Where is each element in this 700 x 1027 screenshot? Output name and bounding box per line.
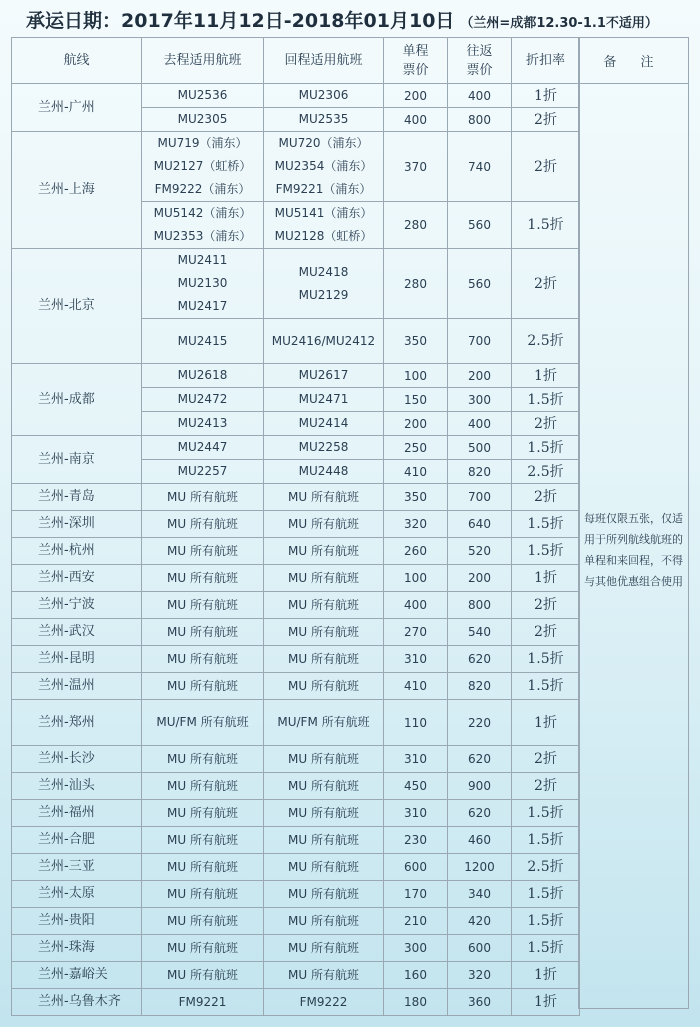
return-flights-cell xyxy=(264,460,384,484)
flight-number: MU/FM 所有航班 xyxy=(277,715,370,729)
flight-number: MU 所有航班 xyxy=(167,570,238,585)
round-fare-cell: 420 xyxy=(448,908,512,935)
route-cell: 兰州-汕头 xyxy=(12,773,142,800)
single-fare-cell: 310 xyxy=(384,646,448,673)
single-fare-cell: 350 xyxy=(384,484,448,511)
flight-number: MU 所有航班 xyxy=(288,651,359,666)
route-cell: 兰州-广州 xyxy=(12,84,142,132)
round-fare-cell: 320 xyxy=(448,962,512,989)
flight-number: MU2415 xyxy=(177,333,228,348)
discount-cell: 1.5折 xyxy=(512,646,580,673)
route-cell: 兰州-南京 xyxy=(12,436,142,484)
flight-number: MU/FM 所有航班 xyxy=(156,715,249,729)
outbound-flights-cell xyxy=(142,202,264,249)
route-cell: 兰州-深圳 xyxy=(12,511,142,538)
outbound-flights-cell xyxy=(142,646,264,673)
discount-cell: 2.5折 xyxy=(512,319,580,364)
col-header-single-fare xyxy=(384,38,448,84)
table-row xyxy=(12,962,580,989)
route-cell: 兰州-温州 xyxy=(12,673,142,700)
return-flights-cell xyxy=(264,538,384,565)
flight-number: MU2411 xyxy=(177,253,228,267)
discount-cell: 2折 xyxy=(512,619,580,646)
flight-number: MU2417 xyxy=(177,299,228,313)
date-exception-note: （兰州=成都12.30-1.1不适用） xyxy=(460,16,658,31)
round-fare-cell: 400 xyxy=(448,412,512,436)
outbound-flights-cell xyxy=(142,388,264,412)
route-cell: 兰州-长沙 xyxy=(12,746,142,773)
single-fare-cell: 200 xyxy=(384,412,448,436)
flight-number: MU 所有航班 xyxy=(167,913,238,928)
table-row xyxy=(12,881,580,908)
single-fare-cell: 310 xyxy=(384,746,448,773)
flight-number: MU2471 xyxy=(298,392,349,406)
round-fare-cell: 620 xyxy=(448,646,512,673)
flight-number: MU2618 xyxy=(177,368,228,382)
table-row xyxy=(12,592,580,619)
remarks-text: 每班仅限五张，仅适用于所列航线航班的单程和来回程，不得与其他优惠组合使用 xyxy=(584,512,683,588)
flight-number: MU2536 xyxy=(177,88,228,102)
flight-number: MU 所有航班 xyxy=(167,886,238,901)
route-cell: 兰州-武汉 xyxy=(12,619,142,646)
discount-cell: 1.5折 xyxy=(512,881,580,908)
discount-cell: 1.5折 xyxy=(512,827,580,854)
flight-number: MU 所有航班 xyxy=(167,967,238,982)
table-row xyxy=(12,646,580,673)
table-row xyxy=(12,511,580,538)
round-fare-cell: 640 xyxy=(448,511,512,538)
table-row xyxy=(12,773,580,800)
flight-number: MU2257 xyxy=(177,464,228,478)
discount-cell: 1折 xyxy=(512,84,580,108)
single-fare-cell: 200 xyxy=(384,84,448,108)
flight-number: MU2305 xyxy=(177,112,228,126)
flight-number: MU 所有航班 xyxy=(288,489,359,504)
return-flights-cell xyxy=(264,746,384,773)
round-fare-cell: 600 xyxy=(448,935,512,962)
flight-number: MU 所有航班 xyxy=(167,543,238,558)
single-fare-cell: 250 xyxy=(384,436,448,460)
round-fare-cell: 560 xyxy=(448,202,512,249)
table-row xyxy=(12,565,580,592)
round-fare-cell: 220 xyxy=(448,700,512,746)
round-fare-cell: 740 xyxy=(448,132,512,202)
table-row xyxy=(12,619,580,646)
outbound-flights-cell xyxy=(142,908,264,935)
flight-number: MU 所有航班 xyxy=(288,624,359,639)
flight-number: MU2472 xyxy=(177,392,228,406)
flight-number: MU 所有航班 xyxy=(288,967,359,982)
round-fare-cell: 820 xyxy=(448,460,512,484)
discount-cell: 2折 xyxy=(512,484,580,511)
single-fare-cell: 150 xyxy=(384,388,448,412)
return-flights-cell xyxy=(264,592,384,619)
discount-cell: 2.5折 xyxy=(512,460,580,484)
round-fare-cell: 620 xyxy=(448,800,512,827)
return-flights-cell xyxy=(264,935,384,962)
flight-number: MU 所有航班 xyxy=(167,651,238,666)
discount-cell: 1.5折 xyxy=(512,908,580,935)
flight-number: MU 所有航班 xyxy=(167,778,238,793)
return-flights-cell xyxy=(264,202,384,249)
round-fare-cell: 200 xyxy=(448,565,512,592)
return-flights-cell xyxy=(264,319,384,364)
flight-number: MU 所有航班 xyxy=(167,489,238,504)
outbound-flights-cell xyxy=(142,319,264,364)
return-flights-cell xyxy=(264,108,384,132)
round-fare-cell: 520 xyxy=(448,538,512,565)
route-cell: 兰州-福州 xyxy=(12,800,142,827)
flight-number: FM9221（浦东） xyxy=(275,182,372,196)
return-flights-cell xyxy=(264,484,384,511)
outbound-flights-cell xyxy=(142,989,264,1016)
flight-number: MU2617 xyxy=(298,368,349,382)
round-fare-cell: 400 xyxy=(448,84,512,108)
round-fare-cell: 1200 xyxy=(448,854,512,881)
route-cell: 兰州-昆明 xyxy=(12,646,142,673)
outbound-flights-cell xyxy=(142,592,264,619)
table-row xyxy=(12,746,580,773)
outbound-flights-cell xyxy=(142,935,264,962)
flight-number: MU2535 xyxy=(298,112,349,126)
return-flights-cell xyxy=(264,646,384,673)
single-fare-cell: 450 xyxy=(384,773,448,800)
single-fare-cell: 160 xyxy=(384,962,448,989)
route-cell: 兰州-太原 xyxy=(12,881,142,908)
return-flights-cell xyxy=(264,132,384,202)
discount-cell: 2折 xyxy=(512,249,580,319)
discount-cell: 1折 xyxy=(512,700,580,746)
flight-number: MU2418 xyxy=(298,264,349,279)
discount-cell: 2折 xyxy=(512,132,580,202)
discount-cell: 1.5折 xyxy=(512,436,580,460)
route-cell: 兰州-宁波 xyxy=(12,592,142,619)
flight-number: MU5142（浦东） xyxy=(153,206,252,220)
single-fare-cell: 300 xyxy=(384,935,448,962)
outbound-flights-cell xyxy=(142,673,264,700)
return-flights-cell xyxy=(264,881,384,908)
single-fare-cell: 170 xyxy=(384,881,448,908)
discount-cell: 2折 xyxy=(512,592,580,619)
discount-cell: 1.5折 xyxy=(512,935,580,962)
flight-number: MU 所有航班 xyxy=(288,940,359,955)
col-header-round-fare xyxy=(448,38,512,84)
round-fare-cell: 900 xyxy=(448,773,512,800)
flight-number: MU 所有航班 xyxy=(167,832,238,847)
outbound-flights-cell xyxy=(142,484,264,511)
outbound-flights-cell xyxy=(142,565,264,592)
return-flights-cell xyxy=(264,619,384,646)
flight-number: MU 所有航班 xyxy=(167,516,238,531)
flight-number: MU 所有航班 xyxy=(288,859,359,874)
route-cell: 兰州-青岛 xyxy=(12,484,142,511)
return-flights-cell xyxy=(264,773,384,800)
outbound-flights-cell xyxy=(142,84,264,108)
single-fare-cell: 350 xyxy=(384,319,448,364)
flight-number: MU 所有航班 xyxy=(167,678,238,693)
single-fare-cell: 270 xyxy=(384,619,448,646)
return-flights-cell xyxy=(264,565,384,592)
flight-number: MU2306 xyxy=(298,88,349,102)
return-flights-cell xyxy=(264,854,384,881)
table-row xyxy=(12,132,580,202)
return-flights-cell xyxy=(264,800,384,827)
table-row xyxy=(12,908,580,935)
discount-cell: 2折 xyxy=(512,108,580,132)
flight-number: MU2129 xyxy=(298,287,349,302)
route-cell: 兰州-嘉峪关 xyxy=(12,962,142,989)
table-row xyxy=(12,364,580,388)
fare-table-body xyxy=(12,84,580,1016)
remarks-column xyxy=(578,37,689,1009)
round-fare-cell: 200 xyxy=(448,364,512,388)
outbound-flights-cell xyxy=(142,827,264,854)
round-fare-cell: 360 xyxy=(448,989,512,1016)
col-header-round-fare-text: 往返票价 xyxy=(466,43,493,78)
flight-number: MU 所有航班 xyxy=(288,516,359,531)
discount-cell: 1折 xyxy=(512,989,580,1016)
route-cell: 兰州-乌鲁木齐 xyxy=(12,989,142,1016)
return-flights-cell xyxy=(264,700,384,746)
flight-number: MU2130 xyxy=(177,276,228,290)
outbound-flights-cell xyxy=(142,800,264,827)
outbound-flights-cell xyxy=(142,854,264,881)
route-cell: 兰州-西安 xyxy=(12,565,142,592)
route-cell: 兰州-珠海 xyxy=(12,935,142,962)
route-cell: 兰州-北京 xyxy=(12,249,142,364)
discount-cell: 1.5折 xyxy=(512,800,580,827)
table-row xyxy=(12,249,580,319)
single-fare-cell: 230 xyxy=(384,827,448,854)
flight-number: MU719（浦东） xyxy=(157,136,248,150)
return-flights-cell xyxy=(264,388,384,412)
outbound-flights-cell xyxy=(142,538,264,565)
flight-number: MU2413 xyxy=(177,416,228,430)
route-cell: 兰州-成都 xyxy=(12,364,142,436)
col-header-discount: 折扣率 xyxy=(512,38,580,84)
outbound-flights-cell xyxy=(142,412,264,436)
single-fare-cell: 400 xyxy=(384,592,448,619)
round-fare-cell: 340 xyxy=(448,881,512,908)
round-fare-cell: 700 xyxy=(448,484,512,511)
table-row xyxy=(12,827,580,854)
return-flights-cell xyxy=(264,989,384,1016)
table-row xyxy=(12,673,580,700)
round-fare-cell: 700 xyxy=(448,319,512,364)
flight-number: MU 所有航班 xyxy=(167,859,238,874)
discount-cell: 1.5折 xyxy=(512,538,580,565)
table-row xyxy=(12,989,580,1016)
return-flights-cell xyxy=(264,249,384,319)
flight-number: MU 所有航班 xyxy=(167,940,238,955)
round-fare-cell: 800 xyxy=(448,592,512,619)
flight-number: MU2414 xyxy=(298,416,349,430)
flight-number: MU 所有航班 xyxy=(288,832,359,847)
table-row xyxy=(12,538,580,565)
round-fare-cell: 820 xyxy=(448,673,512,700)
outbound-flights-cell xyxy=(142,700,264,746)
discount-cell: 1折 xyxy=(512,962,580,989)
flight-number: MU2447 xyxy=(177,440,228,454)
route-cell: 兰州-三亚 xyxy=(12,854,142,881)
flight-number: FM9222 xyxy=(299,994,348,1009)
single-fare-cell: 180 xyxy=(384,989,448,1016)
single-fare-cell: 400 xyxy=(384,108,448,132)
route-cell: 兰州-合肥 xyxy=(12,827,142,854)
outbound-flights-cell xyxy=(142,881,264,908)
col-header-single-fare-text: 单程票价 xyxy=(402,43,429,78)
return-flights-cell xyxy=(264,412,384,436)
return-flights-cell xyxy=(264,511,384,538)
table-row xyxy=(12,436,580,460)
flight-number: MU2354（浦东） xyxy=(274,159,373,173)
round-fare-cell: 560 xyxy=(448,249,512,319)
return-flights-cell xyxy=(264,908,384,935)
discount-cell: 2.5折 xyxy=(512,854,580,881)
route-cell: 兰州-上海 xyxy=(12,132,142,249)
return-flights-cell xyxy=(264,364,384,388)
discount-cell: 2折 xyxy=(512,412,580,436)
discount-cell: 1.5折 xyxy=(512,202,580,249)
table-row xyxy=(12,800,580,827)
round-fare-cell: 620 xyxy=(448,746,512,773)
flight-number: MU2128（虹桥） xyxy=(274,229,373,243)
table-row xyxy=(12,700,580,746)
table-row xyxy=(12,84,580,108)
flight-number: MU 所有航班 xyxy=(288,678,359,693)
flight-number: MU2258 xyxy=(298,440,349,454)
flight-number: MU2353（浦东） xyxy=(153,229,252,243)
round-fare-cell: 460 xyxy=(448,827,512,854)
round-fare-cell: 540 xyxy=(448,619,512,646)
return-flights-cell xyxy=(264,84,384,108)
flight-number: MU720（浦东） xyxy=(278,136,369,150)
table-row xyxy=(12,935,580,962)
discount-cell: 1.5折 xyxy=(512,511,580,538)
single-fare-cell: 110 xyxy=(384,700,448,746)
round-fare-cell: 500 xyxy=(448,436,512,460)
outbound-flights-cell xyxy=(142,249,264,319)
flight-number: MU2448 xyxy=(298,464,349,478)
flight-number: MU 所有航班 xyxy=(288,805,359,820)
outbound-flights-cell xyxy=(142,511,264,538)
outbound-flights-cell xyxy=(142,619,264,646)
fare-table xyxy=(11,37,580,1016)
outbound-flights-cell xyxy=(142,773,264,800)
col-header-route: 航线 xyxy=(12,38,142,84)
outbound-flights-cell xyxy=(142,364,264,388)
route-cell: 兰州-郑州 xyxy=(12,700,142,746)
discount-cell: 2折 xyxy=(512,773,580,800)
single-fare-cell: 260 xyxy=(384,538,448,565)
flight-number: MU 所有航班 xyxy=(288,886,359,901)
single-fare-cell: 310 xyxy=(384,800,448,827)
single-fare-cell: 410 xyxy=(384,673,448,700)
flight-number: FM9222（浦东） xyxy=(154,182,251,196)
col-header-remarks: 备 注 xyxy=(579,38,688,84)
col-header-outbound: 去程适用航班 xyxy=(142,38,264,84)
flight-number: MU 所有航班 xyxy=(288,597,359,612)
single-fare-cell: 320 xyxy=(384,511,448,538)
outbound-flights-cell xyxy=(142,108,264,132)
single-fare-cell: 600 xyxy=(384,854,448,881)
return-flights-cell xyxy=(264,962,384,989)
discount-cell: 1.5折 xyxy=(512,673,580,700)
flight-number: MU 所有航班 xyxy=(167,805,238,820)
single-fare-cell: 280 xyxy=(384,249,448,319)
round-fare-cell: 800 xyxy=(448,108,512,132)
single-fare-cell: 100 xyxy=(384,565,448,592)
flight-number: MU 所有航班 xyxy=(167,751,238,766)
outbound-flights-cell xyxy=(142,962,264,989)
single-fare-cell: 410 xyxy=(384,460,448,484)
single-fare-cell: 210 xyxy=(384,908,448,935)
flight-number: MU 所有航班 xyxy=(288,570,359,585)
flight-number: MU 所有航班 xyxy=(288,913,359,928)
table-row xyxy=(12,854,580,881)
outbound-flights-cell xyxy=(142,132,264,202)
route-cell: 兰州-贵阳 xyxy=(12,908,142,935)
table-header-row xyxy=(12,38,580,84)
flight-number: FM9221 xyxy=(178,994,227,1009)
outbound-flights-cell xyxy=(142,460,264,484)
flight-number: MU2416/MU2412 xyxy=(271,333,376,348)
return-flights-cell xyxy=(264,436,384,460)
flight-number: MU 所有航班 xyxy=(288,751,359,766)
outbound-flights-cell xyxy=(142,436,264,460)
flight-number: MU5141（浦东） xyxy=(274,206,373,220)
round-fare-cell: 300 xyxy=(448,388,512,412)
table-row xyxy=(12,484,580,511)
flight-number: MU 所有航班 xyxy=(288,778,359,793)
flight-number: MU 所有航班 xyxy=(288,543,359,558)
single-fare-cell: 100 xyxy=(384,364,448,388)
single-fare-cell: 280 xyxy=(384,202,448,249)
return-flights-cell xyxy=(264,673,384,700)
flight-number: MU2127（虹桥） xyxy=(153,159,252,173)
page-title: 承运日期：2017年11月12日-2018年01月10日 xyxy=(26,10,455,32)
discount-cell: 1折 xyxy=(512,565,580,592)
discount-cell: 1折 xyxy=(512,364,580,388)
route-cell: 兰州-杭州 xyxy=(12,538,142,565)
header xyxy=(0,0,700,36)
return-flights-cell xyxy=(264,827,384,854)
col-header-return: 回程适用航班 xyxy=(264,38,384,84)
discount-cell: 1.5折 xyxy=(512,388,580,412)
flight-number: MU 所有航班 xyxy=(167,597,238,612)
single-fare-cell: 370 xyxy=(384,132,448,202)
flight-number: MU 所有航班 xyxy=(167,624,238,639)
outbound-flights-cell xyxy=(142,746,264,773)
discount-cell: 2折 xyxy=(512,746,580,773)
